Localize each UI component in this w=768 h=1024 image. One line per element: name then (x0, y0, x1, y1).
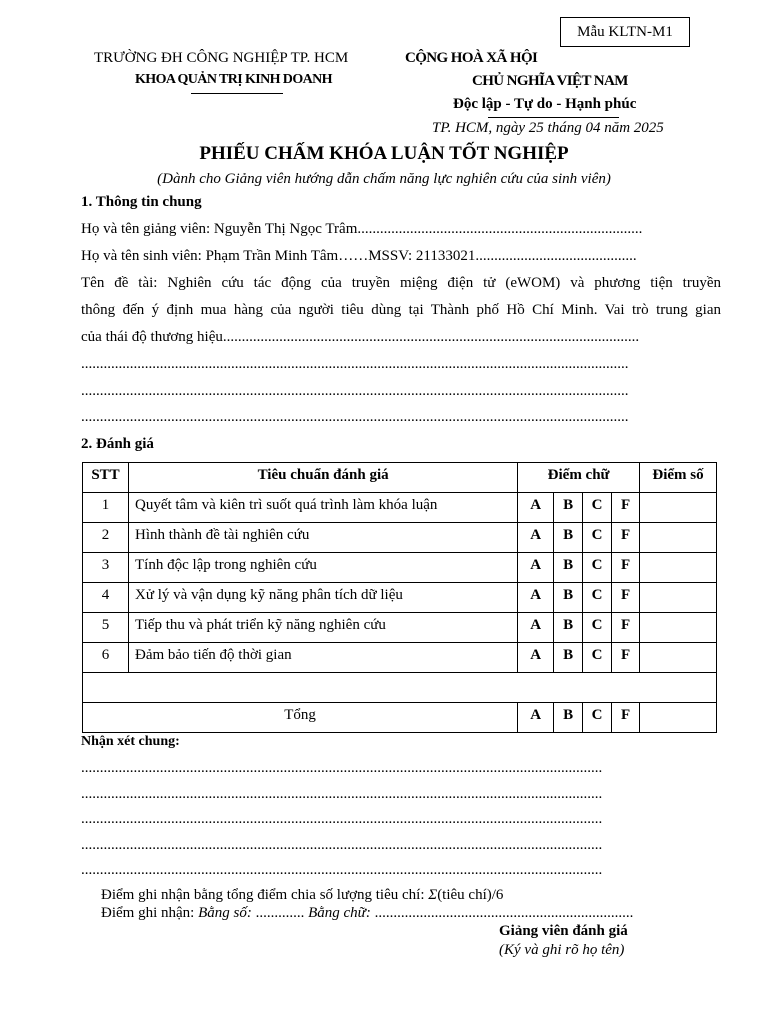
row-stt: 1 (83, 493, 129, 523)
general-comments-heading: Nhận xét chung: (81, 734, 180, 749)
row-stt: 2 (83, 523, 129, 553)
col-header-letter-grade: Điểm chữ (518, 463, 640, 493)
grade-c-option[interactable]: C (583, 523, 612, 553)
empty-cell (83, 673, 717, 703)
topic-blank-line-1: .................................................................................................................................................. (81, 356, 629, 372)
total-grade-a-option[interactable]: A (518, 703, 554, 733)
faculty-underline (191, 93, 283, 94)
row-criteria: Xử lý và vận dụng kỹ năng phân tích dữ liệu (128, 583, 517, 613)
faculty-name: KHOA QUẢN TRỊ KINH DOANH (135, 72, 332, 87)
formula-text: Điểm ghi nhận bằng tổng điểm chia số lượng tiêu chí: (101, 887, 429, 903)
formula-rest: (tiêu chí)/6 (437, 887, 504, 903)
evaluation-table (82, 462, 717, 733)
grade-b-option[interactable]: B (554, 643, 583, 673)
total-grade-b-option[interactable]: B (554, 703, 583, 733)
form-title: PHIẾU CHẤM KHÓA LUẬN TỐT NGHIỆP (199, 143, 569, 164)
student-name-line: Họ và tên sinh viên: Phạm Trần Minh Tâm……MSSV: 21133021........................................... (81, 248, 637, 264)
grade-a-option[interactable]: A (518, 583, 554, 613)
table-row (83, 493, 717, 523)
by-number-label: Bằng số: (198, 905, 252, 921)
motto: Độc lập - Tự do - Hạnh phúc (453, 96, 637, 112)
grade-a-option[interactable]: A (518, 553, 554, 583)
university-name: TRƯỜNG ĐH CÔNG NGHIỆP TP. HCM (94, 50, 349, 66)
table-row (83, 583, 717, 613)
comment-line-3[interactable]: ........................................................................................................................................... (81, 811, 603, 827)
grade-f-option[interactable]: F (612, 553, 640, 583)
by-number-field[interactable]: ............. (251, 905, 309, 921)
col-header-stt: STT (83, 463, 129, 493)
row-criteria: Quyết tâm và kiên trì suốt quá trình làm khóa luận (128, 493, 517, 523)
table-row (83, 553, 717, 583)
topic-blank-line-3: .................................................................................................................................................. (81, 409, 629, 425)
grade-b-option[interactable]: B (554, 583, 583, 613)
nation-title-line1: CỘNG HOÀ XÃ HỘI (405, 50, 538, 66)
comment-line-1[interactable]: ........................................................................................................................................... (81, 760, 603, 776)
table-row (83, 643, 717, 673)
sigma-symbol: Σ (428, 887, 438, 903)
grade-c-option[interactable]: C (583, 583, 612, 613)
recorded-score-line (101, 905, 701, 922)
grade-b-option[interactable]: B (554, 523, 583, 553)
lecturer-name-line: Họ và tên giảng viên: Nguyễn Thị Ngọc Trâm............................................................................ (81, 221, 643, 237)
form-subtitle: (Dành cho Giảng viên hướng dẫn chấm năng lực nghiên cứu của sinh viên) (157, 171, 611, 187)
grade-a-option[interactable]: A (518, 613, 554, 643)
table-header-row (83, 463, 717, 493)
grade-f-option[interactable]: F (612, 643, 640, 673)
score-formula-line (101, 887, 503, 904)
comment-line-4[interactable]: ........................................................................................................................................... (81, 837, 603, 853)
table-row (83, 613, 717, 643)
row-criteria: Tiếp thu và phát triển kỹ năng nghiên cứu (128, 613, 517, 643)
row-stt: 4 (83, 583, 129, 613)
score-cell[interactable] (640, 553, 717, 583)
recorded-score-label: Điểm ghi nhận: (101, 905, 199, 921)
signer-title: Giảng viên đánh giá (499, 923, 628, 939)
score-cell[interactable] (640, 583, 717, 613)
score-cell[interactable] (640, 613, 717, 643)
topic-line-3: của thái độ thương hiệu............................................................................................................... (81, 329, 640, 345)
row-criteria: Tính độc lập trong nghiên cứu (128, 553, 517, 583)
grade-b-option[interactable]: B (554, 553, 583, 583)
grade-f-option[interactable]: F (612, 493, 640, 523)
grade-c-option[interactable]: C (583, 553, 612, 583)
section-evaluation-heading: 2. Đánh giá (81, 436, 154, 452)
total-label: Tổng (83, 703, 518, 733)
row-stt: 6 (83, 643, 129, 673)
table-total-row (83, 703, 717, 733)
grade-a-option[interactable]: A (518, 493, 554, 523)
grade-a-option[interactable]: A (518, 523, 554, 553)
grade-c-option[interactable]: C (583, 643, 612, 673)
motto-underline (488, 117, 619, 118)
row-stt: 3 (83, 553, 129, 583)
topic-line-1: Tên đề tài: Nghiên cứu tác động của truyền miệng điện tử (eWOM) và phương tiện truyền (81, 275, 721, 291)
col-header-criteria: Tiêu chuẩn đánh giá (128, 463, 517, 493)
document-date: TP. HCM, ngày 25 tháng 04 năm 2025 (432, 120, 664, 136)
total-grade-f-option[interactable]: F (612, 703, 640, 733)
topic-blank-line-2: .................................................................................................................................................. (81, 383, 629, 399)
grade-c-option[interactable]: C (583, 493, 612, 523)
row-stt: 5 (83, 613, 129, 643)
grade-b-option[interactable]: B (554, 613, 583, 643)
by-word-label: Bằng chữ: (308, 905, 371, 921)
table-row (83, 523, 717, 553)
comment-line-2[interactable]: ........................................................................................................................................... (81, 786, 603, 802)
grade-f-option[interactable]: F (612, 523, 640, 553)
score-cell[interactable] (640, 523, 717, 553)
section-general-info-heading: 1. Thông tin chung (81, 194, 202, 210)
table-empty-row (83, 673, 717, 703)
signer-note: (Ký và ghi rõ họ tên) (499, 942, 625, 958)
grade-c-option[interactable]: C (583, 613, 612, 643)
score-cell[interactable] (640, 643, 717, 673)
nation-title-line2: CHỦ NGHĨA VIỆT NAM (472, 73, 628, 89)
topic-line-2: thông đến ý định mua hàng của người tiêu dùng tại Thành phố Hồ Chí Minh. Vai trò trung gian (81, 302, 721, 318)
by-word-field[interactable]: ..................................................................... (370, 905, 634, 921)
col-header-number-score: Điểm số (640, 463, 717, 493)
grade-a-option[interactable]: A (518, 643, 554, 673)
total-grade-c-option[interactable]: C (583, 703, 612, 733)
total-score-cell[interactable] (640, 703, 717, 733)
grade-b-option[interactable]: B (554, 493, 583, 523)
grade-f-option[interactable]: F (612, 613, 640, 643)
score-cell[interactable] (640, 493, 717, 523)
row-criteria: Hình thành đề tài nghiên cứu (128, 523, 517, 553)
grade-f-option[interactable]: F (612, 583, 640, 613)
comment-line-5[interactable]: ........................................................................................................................................... (81, 862, 603, 878)
form-code-box: Mẫu KLTN-M1 (560, 17, 690, 47)
row-criteria: Đảm bảo tiến độ thời gian (128, 643, 517, 673)
